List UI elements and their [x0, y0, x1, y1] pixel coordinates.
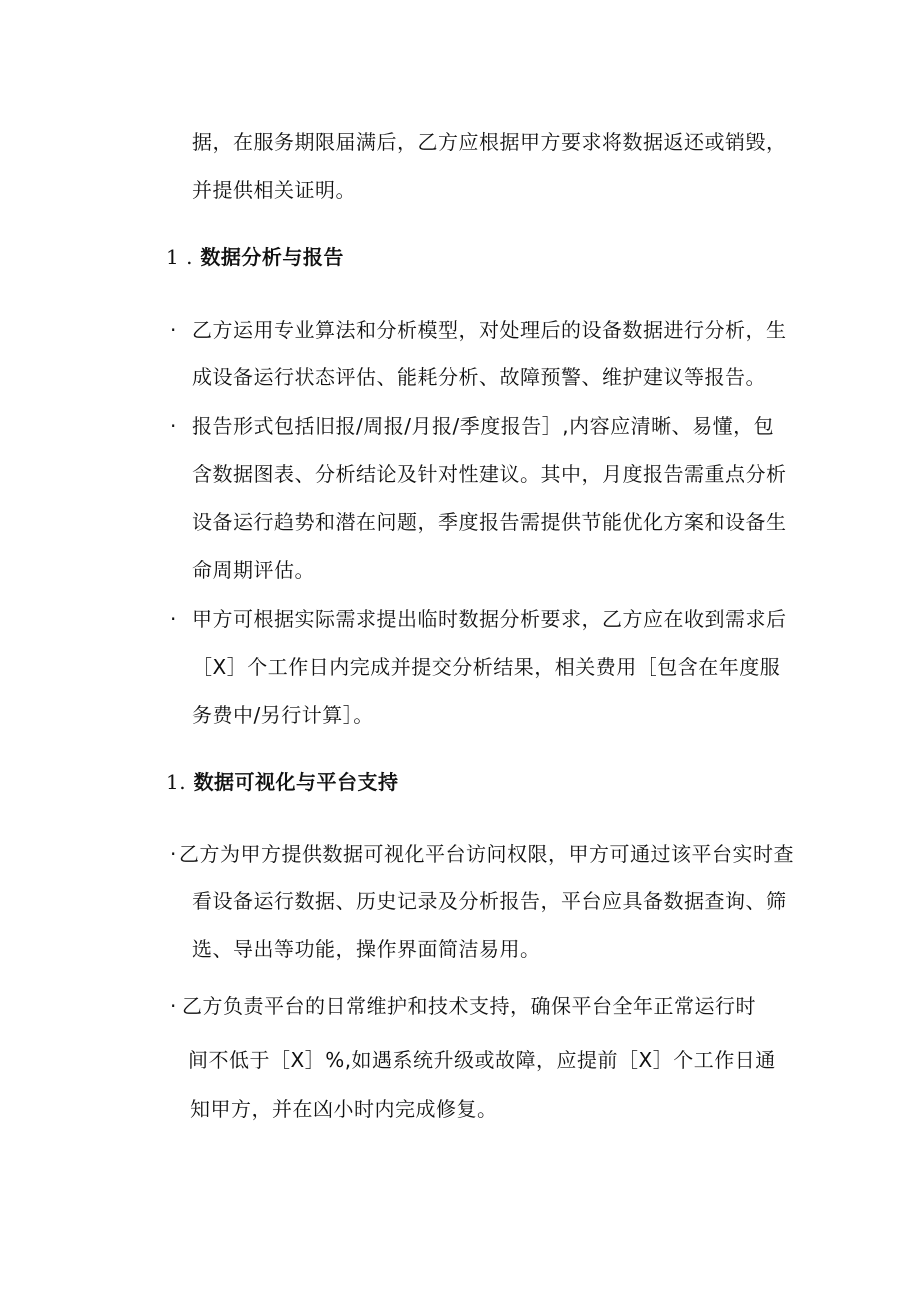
list-item-line: 知甲方，并在凶小时内完成修复。 — [190, 1097, 498, 1121]
list-item-line: 选、导出等功能，操作界面简洁易用。 — [192, 937, 541, 961]
list-item-line: 报告形式包括旧报/周报/月报/季度报告］,内容应清晰、易懂，包 — [192, 414, 775, 438]
list-item-line: 含数据图表、分析结论及针对性建议。其中，月度报告需重点分析 — [192, 462, 787, 486]
section-heading-analysis — [166, 245, 344, 269]
section-number: 1. — [166, 770, 187, 794]
list-item-line: 成设备运行状态评估、能耗分析、故障预警、维护建议等报告。 — [192, 365, 766, 389]
bullet-mark: · — [170, 414, 177, 438]
list-item-line: 间不低于［X］%,如遇系统升级或故障，应提前［X］个工作日通 — [188, 1048, 776, 1072]
section-title: 数据分析与报告 — [200, 245, 344, 269]
list-item-line: 看设备运行数据、历史记录及分析报告，平台应具备数据查询、筛 — [192, 889, 787, 913]
bullet-mark: · — [170, 842, 177, 866]
bullet-mark: · — [170, 994, 177, 1018]
list-item-line: 设备运行趋势和潜在问题，季度报告需提供节能优化方案和设备生 — [192, 510, 787, 534]
list-item-line: 乙方为甲方提供数据可视化平台访问权限，甲方可通过该平台实时查 — [179, 842, 794, 866]
bullet-mark: · — [170, 607, 177, 631]
continuation-line-1: 据，在服务期限届满后，乙方应根据甲方要求将数据返还或销毁， — [192, 130, 787, 154]
list-item-line: 务费中/另行计算］。 — [192, 703, 374, 727]
list-item-line: 乙方负责平台的日常维护和技术支持，确保平台全年正常运行时 — [182, 994, 756, 1018]
bullet-mark: · — [170, 318, 177, 342]
section-title: 数据可视化与平台支持 — [193, 770, 399, 794]
list-item-line: 甲方可根据实际需求提出临时数据分析要求，乙方应在收到需求后 — [192, 607, 787, 631]
list-item-line: 命周期评估。 — [192, 558, 315, 582]
continuation-line-2: 并提供相关证明。 — [192, 178, 356, 202]
list-item-line: 乙方运用专业算法和分析模型，对处理后的设备数据进行分析，生 — [192, 318, 787, 342]
list-item-line: ［X］个工作日内完成并提交分析结果，相关费用［包含在年度服 — [192, 655, 781, 679]
section-number: 1 . — [166, 245, 193, 269]
section-heading-visualization — [166, 770, 399, 794]
